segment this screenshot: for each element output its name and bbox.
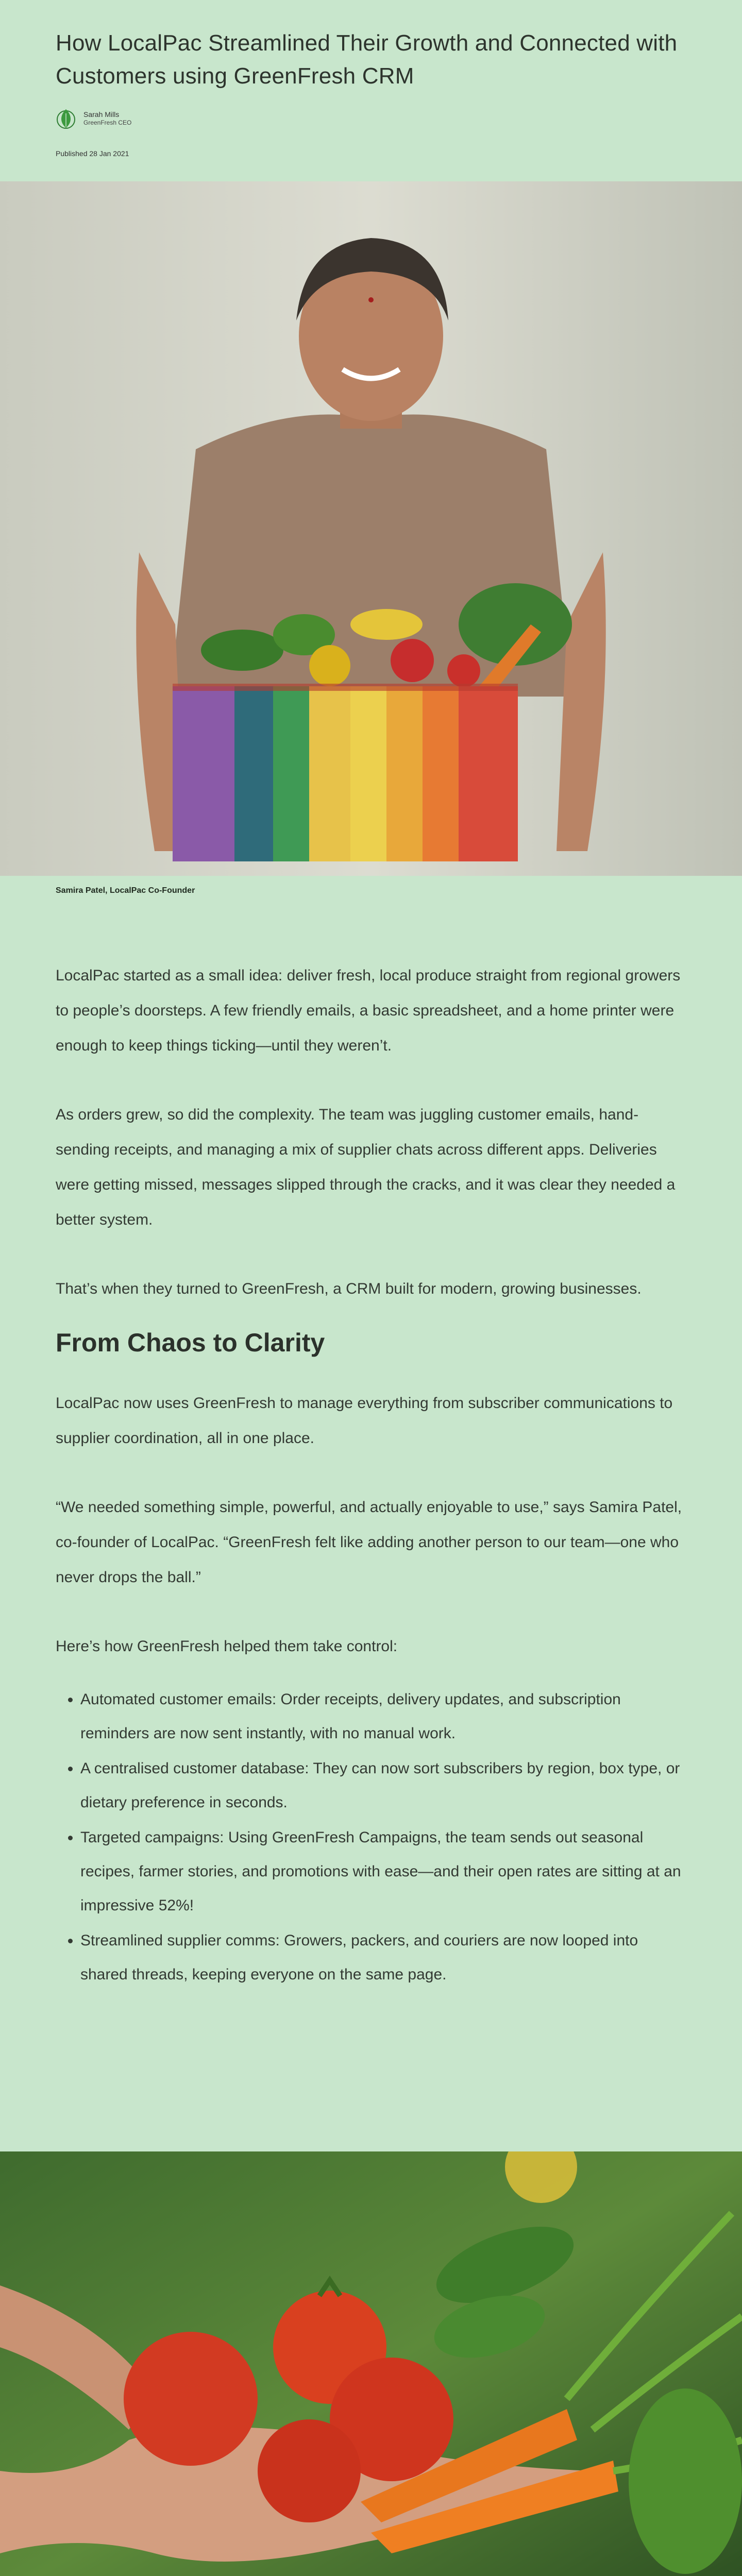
article-body bbox=[56, 958, 686, 1993]
list-item: • Targeted campaigns: Using GreenFresh Campaigns, the team sends out seasonal recipes, farmer stories, and promotions with ease—and their open rates are sitting at an impressive 52%! bbox=[80, 1821, 686, 1923]
list-item: • A centralised customer database: They can now sort subscribers by region, box type, or dietary preference in seconds. bbox=[80, 1752, 686, 1820]
hero-photo bbox=[0, 181, 742, 876]
intro-paragraph-3: That’s when they turned to GreenFresh, a CRM built for modern, growing businesses. bbox=[56, 1280, 642, 1297]
author-role: GreenFresh CEO bbox=[83, 119, 132, 126]
section1-quote: “We needed something simple, powerful, and actually enjoyable to use,” says Samira Patel, co-founder of LocalPac. “GreenFresh felt like adding another person to our team—one who never drops the ball.” bbox=[56, 1499, 682, 1586]
hero-caption: Samira Patel, LocalPac Co-Founder bbox=[56, 886, 195, 895]
vegetables-photo bbox=[0, 2151, 742, 2576]
author-info bbox=[83, 110, 131, 127]
intro-paragraph-1: LocalPac started as a small idea: deliver fresh, local produce straight from regional growers to people’s doorsteps. A few friendly emails, a basic spreadsheet, and a home printer were enough to keep things ticking—until they weren’t. bbox=[56, 967, 681, 1054]
published-date: Published 28 Jan 2021 bbox=[56, 149, 129, 158]
list-item: • Automated customer emails: Order receipts, delivery updates, and subscription reminders are now sent instantly, with no manual work. bbox=[80, 1683, 686, 1751]
intro-paragraph-2: As orders grew, so did the complexity. The team was juggling customer emails, hand-sending receipts, and managing a mix of supplier chats across different apps. Deliveries were getting missed, messages slipped through the cracks, and it was clear they needed a better system. bbox=[56, 1106, 676, 1228]
leaf-logo-icon bbox=[56, 106, 76, 131]
section-heading-chaos-to-clarity: From Chaos to Clarity bbox=[56, 1328, 325, 1357]
section1-paragraph-1: LocalPac now uses GreenFresh to manage everything from subscriber communications to supplier coordination, all in one place. bbox=[56, 1395, 673, 1447]
author-name: Sarah Mills bbox=[83, 110, 120, 118]
article-title: How LocalPac Streamlined Their Growth and Connected with Customers using GreenFresh CRM bbox=[56, 30, 678, 89]
woman-with-produce-box-image bbox=[0, 181, 742, 876]
article-header bbox=[0, 0, 742, 180]
list-item: • Streamlined supplier comms: Growers, packers, and couriers are now looped into shared threads, keeping everyone on the same page. bbox=[80, 1924, 686, 1992]
benefits-list bbox=[80, 1683, 686, 1992]
hands-holding-vegetables-image bbox=[0, 2151, 742, 2576]
author-block bbox=[56, 106, 686, 131]
section1-paragraph-3: Here’s how GreenFresh helped them take control: bbox=[56, 1638, 398, 1655]
